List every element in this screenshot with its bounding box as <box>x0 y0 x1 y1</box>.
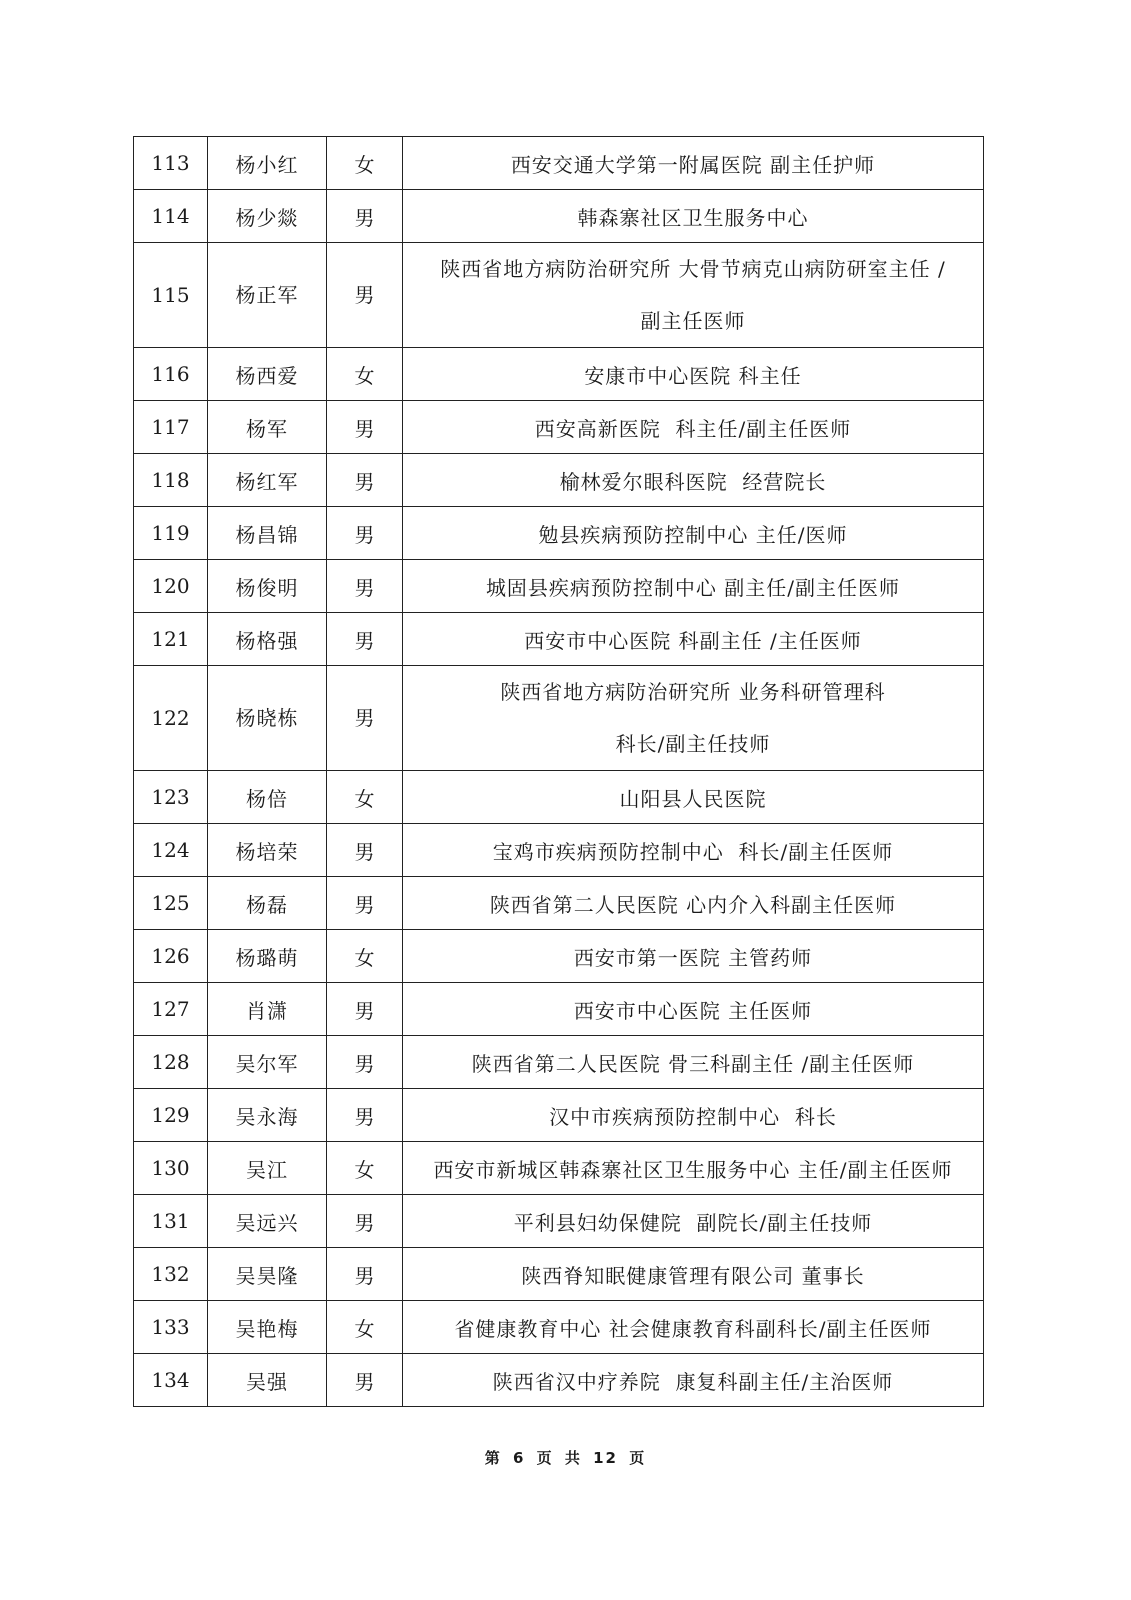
row-number-cell: 122 <box>134 666 208 771</box>
gender-cell: 男 <box>327 1195 403 1248</box>
table-row <box>134 983 984 1036</box>
organization-cell: 西安市中心医院 主任医师 <box>403 983 984 1036</box>
row-number-cell: 117 <box>134 401 208 454</box>
name-cell: 杨晓栋 <box>208 666 327 771</box>
row-number-cell: 131 <box>134 1195 208 1248</box>
gender-cell: 女 <box>327 137 403 190</box>
row-number-cell: 127 <box>134 983 208 1036</box>
roster-table <box>133 136 984 1407</box>
organization-cell: 陕西省汉中疗养院 康复科副主任/主治医师 <box>403 1354 984 1407</box>
name-cell: 杨俊明 <box>208 560 327 613</box>
table-row <box>134 401 984 454</box>
name-cell: 吴尔军 <box>208 1036 327 1089</box>
organization-cell: 陕西脊知眠健康管理有限公司 董事长 <box>403 1248 984 1301</box>
table-row <box>134 1089 984 1142</box>
table-row <box>134 1301 984 1354</box>
gender-cell: 女 <box>327 771 403 824</box>
gender-cell: 女 <box>327 1301 403 1354</box>
organization-cell: 陕西省第二人民医院 骨三科副主任 /副主任医师 <box>403 1036 984 1089</box>
organization-cell: 西安市中心医院 科副主任 /主任医师 <box>403 613 984 666</box>
organization-cell: 安康市中心医院 科主任 <box>403 348 984 401</box>
gender-cell: 女 <box>327 348 403 401</box>
table-row <box>134 613 984 666</box>
name-cell: 吴昊隆 <box>208 1248 327 1301</box>
gender-cell: 男 <box>327 613 403 666</box>
gender-cell: 男 <box>327 560 403 613</box>
table-row <box>134 560 984 613</box>
gender-cell: 男 <box>327 454 403 507</box>
name-cell: 杨璐萌 <box>208 930 327 983</box>
page-footer: 第 6 页 共 12 页 <box>484 1449 647 1467</box>
row-number-cell: 118 <box>134 454 208 507</box>
row-number-cell: 119 <box>134 507 208 560</box>
name-cell: 杨军 <box>208 401 327 454</box>
gender-cell: 女 <box>327 1142 403 1195</box>
organization-cell: 平利县妇幼保健院 副院长/副主任技师 <box>403 1195 984 1248</box>
gender-cell: 男 <box>327 190 403 243</box>
gender-cell: 男 <box>327 507 403 560</box>
row-number-cell: 133 <box>134 1301 208 1354</box>
row-number-cell: 121 <box>134 613 208 666</box>
name-cell: 杨正军 <box>208 243 327 348</box>
row-number-cell: 116 <box>134 348 208 401</box>
row-number-cell: 129 <box>134 1089 208 1142</box>
gender-cell: 男 <box>327 877 403 930</box>
organization-cell: 榆林爱尔眼科医院 经营院长 <box>403 454 984 507</box>
table-row <box>134 771 984 824</box>
table-row <box>134 930 984 983</box>
organization-cell: 陕西省地方病防治研究所 业务科研管理科 科长/副主任技师 <box>403 666 984 771</box>
name-cell: 杨培荣 <box>208 824 327 877</box>
row-number-cell: 130 <box>134 1142 208 1195</box>
organization-cell: 省健康教育中心 社会健康教育科副科长/副主任医师 <box>403 1301 984 1354</box>
row-number-cell: 126 <box>134 930 208 983</box>
roster-body <box>134 137 984 1407</box>
name-cell: 杨西爱 <box>208 348 327 401</box>
organization-cell: 陕西省地方病防治研究所 大骨节病克山病防研室主任 / 副主任医师 <box>403 243 984 348</box>
row-number-cell: 120 <box>134 560 208 613</box>
name-cell: 吴远兴 <box>208 1195 327 1248</box>
organization-cell: 山阳县人民医院 <box>403 771 984 824</box>
table-row <box>134 1195 984 1248</box>
name-cell: 杨小红 <box>208 137 327 190</box>
table-row <box>134 137 984 190</box>
name-cell: 吴强 <box>208 1354 327 1407</box>
gender-cell: 男 <box>327 1248 403 1301</box>
table-row <box>134 1142 984 1195</box>
row-number-cell: 125 <box>134 877 208 930</box>
gender-cell: 男 <box>327 1036 403 1089</box>
name-cell: 吴永海 <box>208 1089 327 1142</box>
gender-cell: 男 <box>327 1354 403 1407</box>
table-row <box>134 507 984 560</box>
organization-cell: 陕西省第二人民医院 心内介入科副主任医师 <box>403 877 984 930</box>
table-row <box>134 454 984 507</box>
table-row <box>134 824 984 877</box>
gender-cell: 男 <box>327 243 403 348</box>
gender-cell: 男 <box>327 1089 403 1142</box>
row-number-cell: 134 <box>134 1354 208 1407</box>
name-cell: 杨红军 <box>208 454 327 507</box>
table-row <box>134 243 984 348</box>
table-row <box>134 1036 984 1089</box>
row-number-cell: 124 <box>134 824 208 877</box>
row-number-cell: 115 <box>134 243 208 348</box>
table-row <box>134 666 984 771</box>
table-row <box>134 1248 984 1301</box>
table-row <box>134 877 984 930</box>
table-row <box>134 348 984 401</box>
name-cell: 杨倍 <box>208 771 327 824</box>
gender-cell: 男 <box>327 983 403 1036</box>
gender-cell: 男 <box>327 824 403 877</box>
organization-cell: 汉中市疾病预防控制中心 科长 <box>403 1089 984 1142</box>
name-cell: 杨磊 <box>208 877 327 930</box>
name-cell: 吴艳梅 <box>208 1301 327 1354</box>
organization-cell: 西安市新城区韩森寨社区卫生服务中心 主任/副主任医师 <box>403 1142 984 1195</box>
row-number-cell: 123 <box>134 771 208 824</box>
name-cell: 肖潇 <box>208 983 327 1036</box>
name-cell: 杨昌锦 <box>208 507 327 560</box>
row-number-cell: 114 <box>134 190 208 243</box>
organization-cell: 韩森寨社区卫生服务中心 <box>403 190 984 243</box>
name-cell: 吴江 <box>208 1142 327 1195</box>
organization-cell: 城固县疾病预防控制中心 副主任/副主任医师 <box>403 560 984 613</box>
name-cell: 杨少燚 <box>208 190 327 243</box>
organization-cell: 西安高新医院 科主任/副主任医师 <box>403 401 984 454</box>
row-number-cell: 128 <box>134 1036 208 1089</box>
table-row <box>134 1354 984 1407</box>
organization-cell: 宝鸡市疾病预防控制中心 科长/副主任医师 <box>403 824 984 877</box>
gender-cell: 男 <box>327 666 403 771</box>
organization-cell: 西安市第一医院 主管药师 <box>403 930 984 983</box>
organization-cell: 西安交通大学第一附属医院 副主任护师 <box>403 137 984 190</box>
organization-cell: 勉县疾病预防控制中心 主任/医师 <box>403 507 984 560</box>
name-cell: 杨格强 <box>208 613 327 666</box>
gender-cell: 女 <box>327 930 403 983</box>
table-row <box>134 190 984 243</box>
row-number-cell: 132 <box>134 1248 208 1301</box>
gender-cell: 男 <box>327 401 403 454</box>
row-number-cell: 113 <box>134 137 208 190</box>
